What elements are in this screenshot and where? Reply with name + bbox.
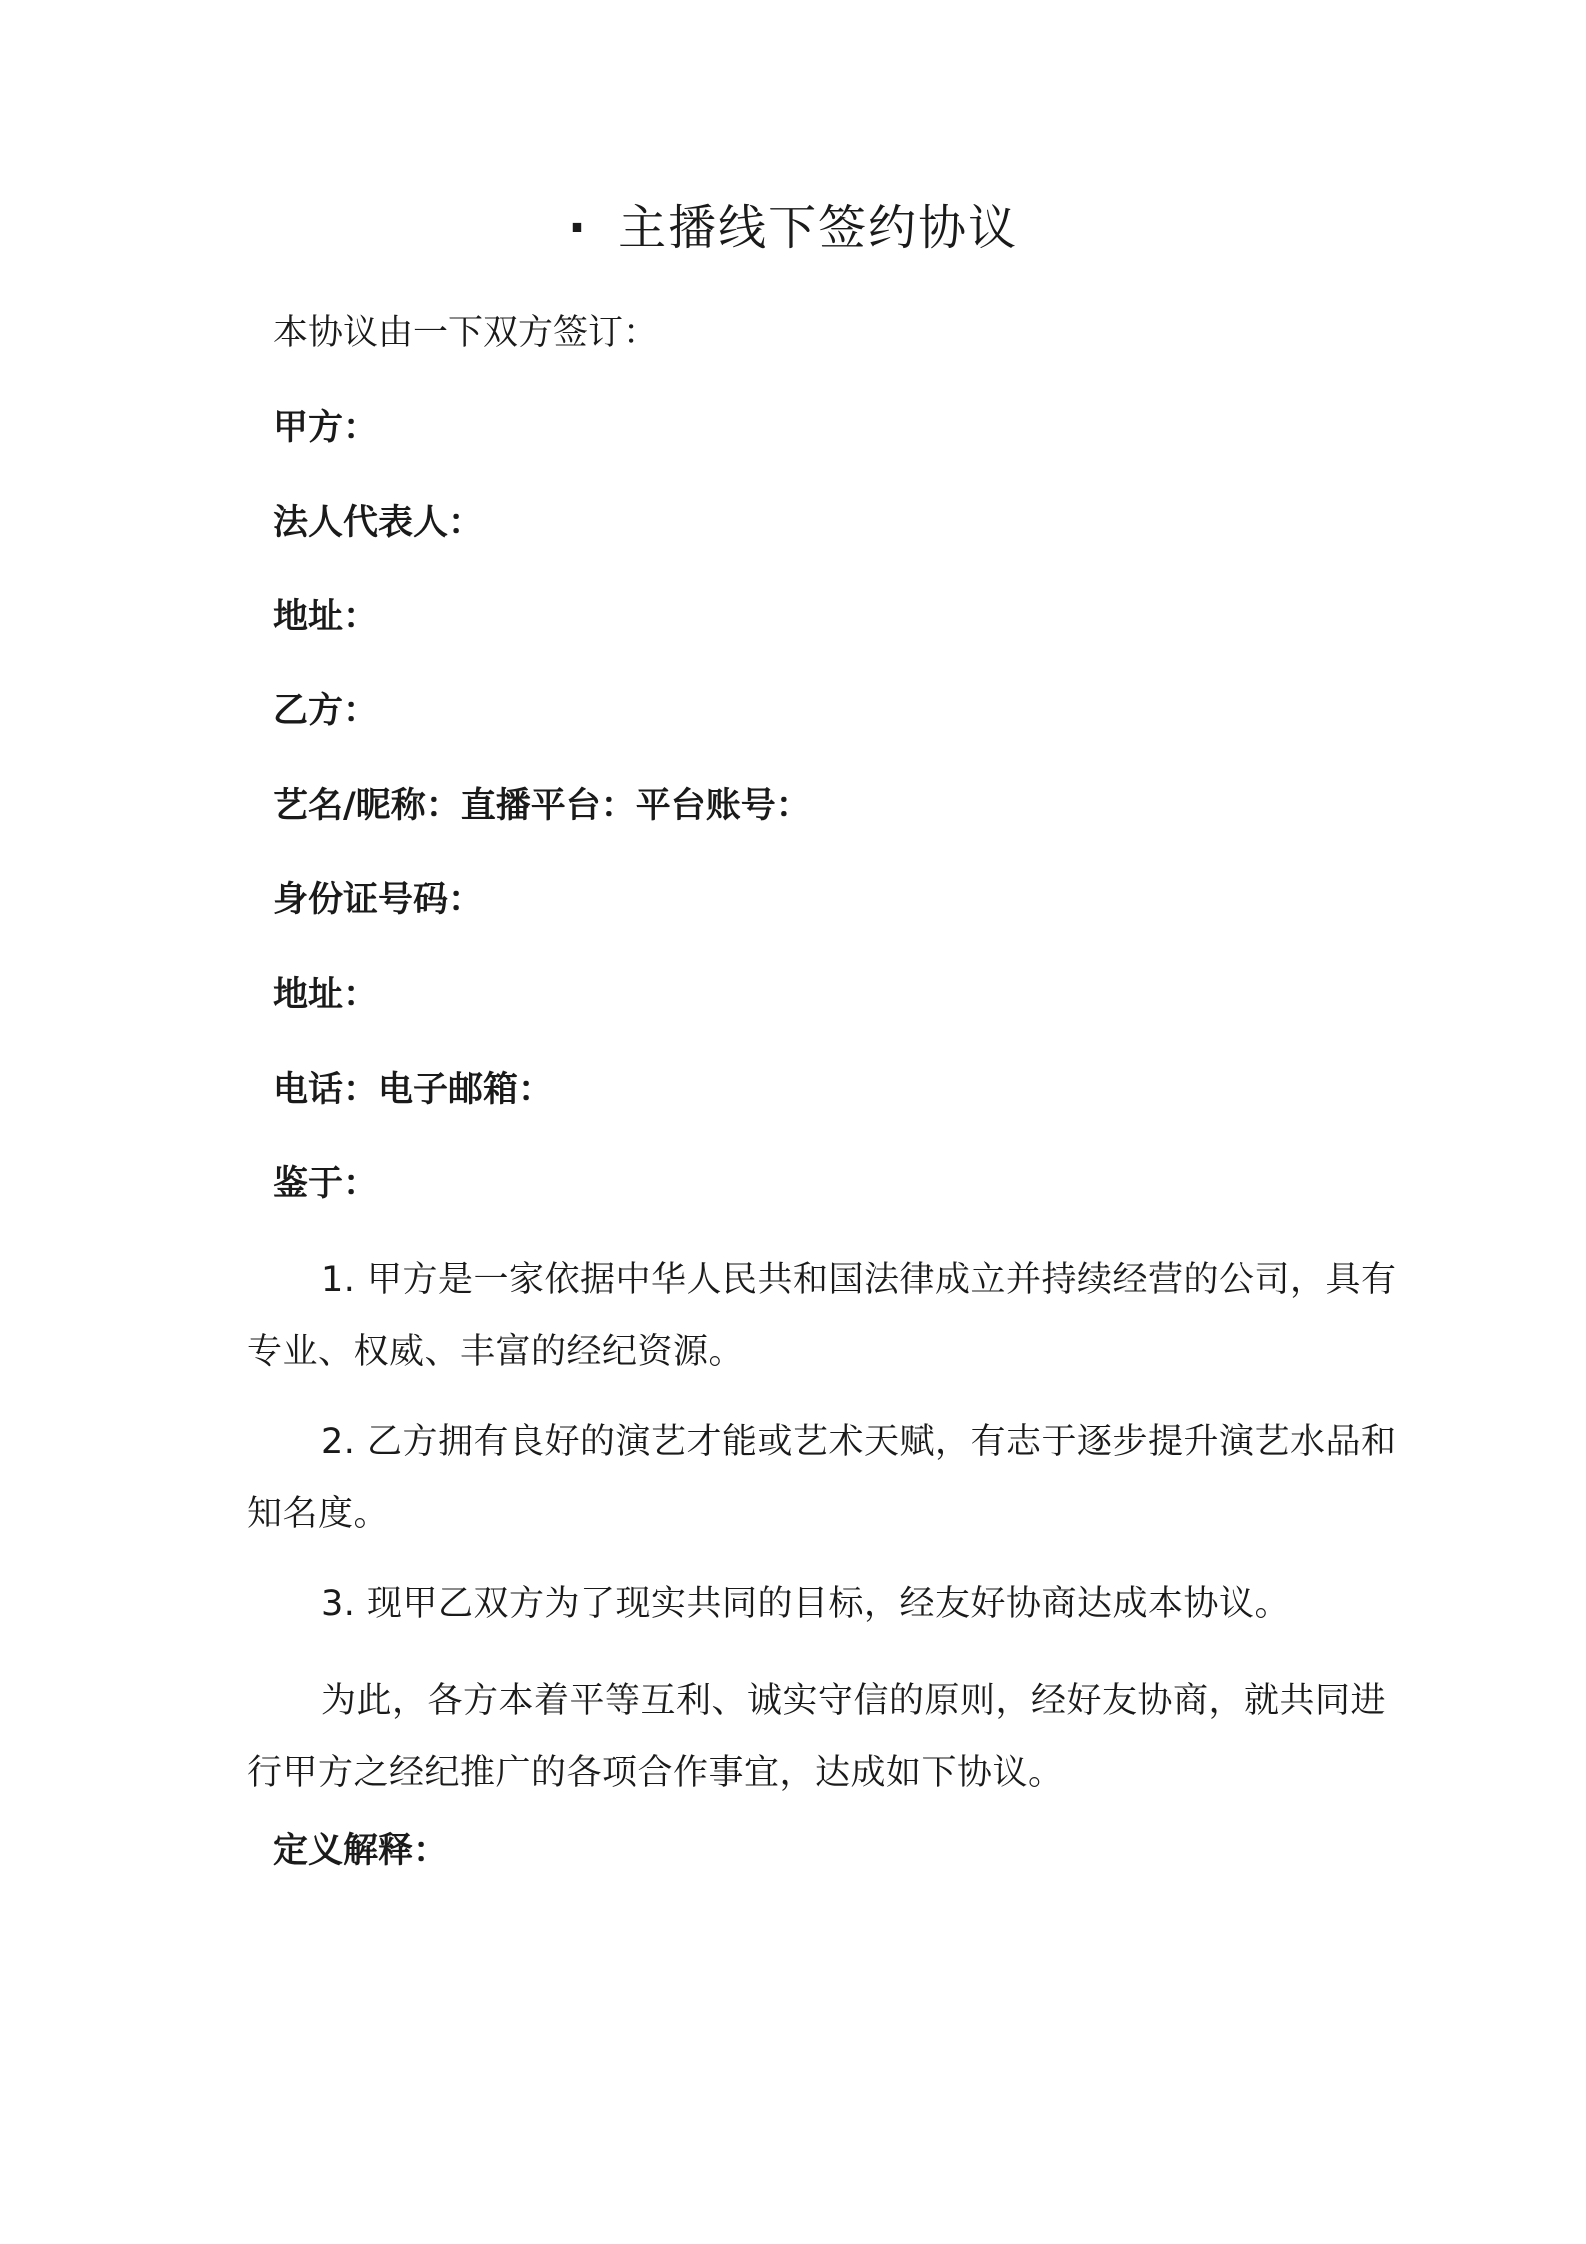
party-b-label: 乙方：	[273, 691, 379, 731]
definitions-heading: 定义解释：	[273, 1831, 449, 1871]
purpose-paragraph: 为此，各方本着平等互利、诚实守信的原则，经好友协商，就共同进行甲方之经纪推广的各项合作事宜，达成如下协议。	[247, 1681, 1387, 1793]
party-a-address-label: 地址：	[273, 597, 379, 637]
title-bullet: ·	[567, 200, 589, 256]
phone-email-label: 电话：电子邮箱：	[273, 1070, 554, 1110]
document-title	[0, 196, 1586, 260]
stage-name-platform-account-label: 艺名/昵称：直播平台：平台账号：	[273, 786, 811, 826]
party-a-label: 甲方：	[273, 408, 379, 448]
legal-representative-label: 法人代表人：	[273, 503, 484, 543]
clause-2: 2. 乙方拥有良好的演艺才能或艺术天赋，有志于逐步提升演艺水品和知名度。	[247, 1422, 1397, 1534]
intro-line: 本协议由一下双方签订：	[273, 313, 659, 353]
title-text: 主播线下签约协议	[618, 200, 1019, 256]
whereas-heading: 鉴于：	[273, 1164, 379, 1204]
id-number-label: 身份证号码：	[273, 880, 484, 920]
clause-3: 3. 现甲乙双方为了现实共同的目标，经友好协商达成本协议。	[321, 1584, 1291, 1624]
party-b-address-label: 地址：	[273, 975, 379, 1015]
clause-1: 1. 甲方是一家依据中华人民共和国法律成立并持续经营的公司，具有专业、权威、丰富的经纪资源。	[247, 1260, 1397, 1372]
